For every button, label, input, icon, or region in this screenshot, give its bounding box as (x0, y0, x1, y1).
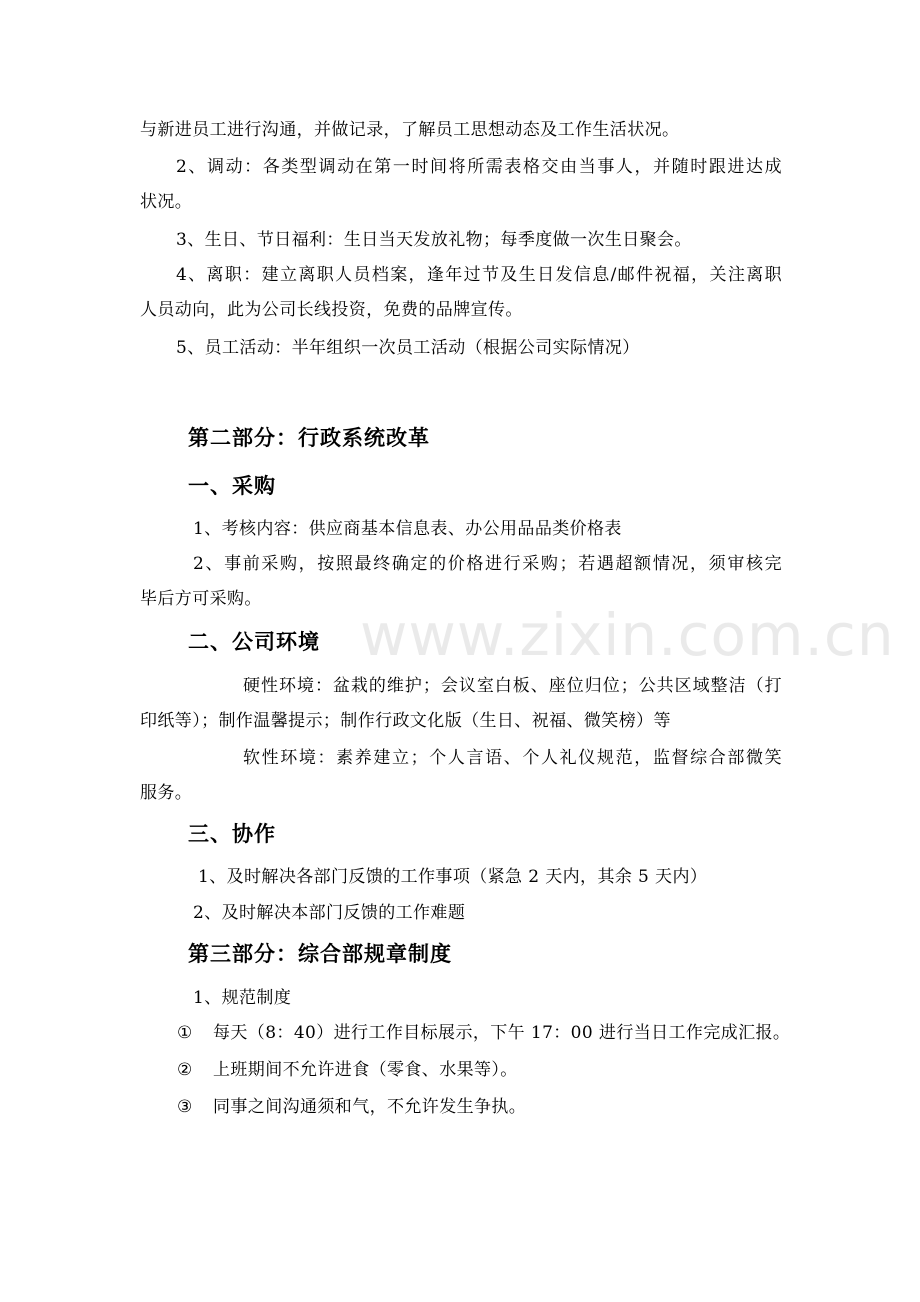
soft-env-line2: 服务。 (140, 783, 193, 803)
soft-env-line1: 软性环境：素养建立；个人言语、个人礼仪规范，监督综合部微笑 (243, 748, 782, 768)
part2-title: 第二部分：行政系统改革 (188, 426, 430, 450)
item3-text: 3、生日、节日福利：生日当天发放礼物；每季度做一次生日聚会。 (176, 230, 692, 250)
procurement-title: 一、采购 (188, 474, 276, 498)
cooperation-item1: 1、及时解决各部门反馈的工作事项（紧急 2 天内，其余 5 天内） (198, 867, 708, 887)
procurement-item2-line1: 2、事前采购，按照最终确定的价格进行采购；若遇超额情况，须审核完 (193, 554, 782, 574)
item2-line2: 状况。 (140, 192, 193, 212)
rule-text: 同事之间沟通须和气，不允许发生争执。 (213, 1097, 527, 1117)
rule-marker: ② (177, 1060, 193, 1080)
item4-line1: 4、离职：建立离职人员档案，逢年过节及生日发信息/邮件祝福，关注离职 (176, 265, 782, 285)
cooperation-item2: 2、及时解决本部门反馈的工作难题 (193, 903, 466, 923)
part3-title: 第三部分：综合部规章制度 (188, 942, 452, 966)
rule-text: 每天（8：40）进行工作目标展示，下午 17：00 进行当日工作完成汇报。 (213, 1023, 791, 1043)
procurement-item2-line2: 毕后方可采购。 (140, 589, 262, 609)
item5-text: 5、员工活动：半年组织一次员工活动（根据公司实际情况） (176, 338, 640, 358)
environment-title: 二、公司环境 (188, 630, 320, 654)
watermark: www.zixin.com.cn (360, 601, 895, 669)
rule-text: 上班期间不允许进食（零食、水果等）。 (213, 1060, 518, 1080)
part3-subtitle: 1、规范制度 (193, 988, 292, 1008)
intro-tail-text: 与新进员工进行沟通，并做记录，了解员工思想动态及工作生活状况。 (140, 120, 680, 140)
hard-env-line1: 硬性环境：盆栽的维护；会议室白板、座位归位；公共区域整洁（打 (243, 676, 782, 696)
procurement-item1: 1、考核内容：供应商基本信息表、办公用品品类价格表 (193, 519, 622, 539)
item2-line1: 2、调动：各类型调动在第一时间将所需表格交由当事人，并随时跟进达成 (176, 157, 782, 177)
rule-marker: ③ (177, 1097, 193, 1117)
rule-marker: ① (177, 1023, 193, 1043)
hard-env-line2: 印纸等）；制作温馨提示；制作行政文化版（生日、祝福、微笑榜）等 (140, 711, 671, 731)
item4-line2: 人员动向，此为公司长线投资，免费的品牌宣传。 (140, 300, 523, 320)
cooperation-title: 三、协作 (188, 822, 276, 846)
